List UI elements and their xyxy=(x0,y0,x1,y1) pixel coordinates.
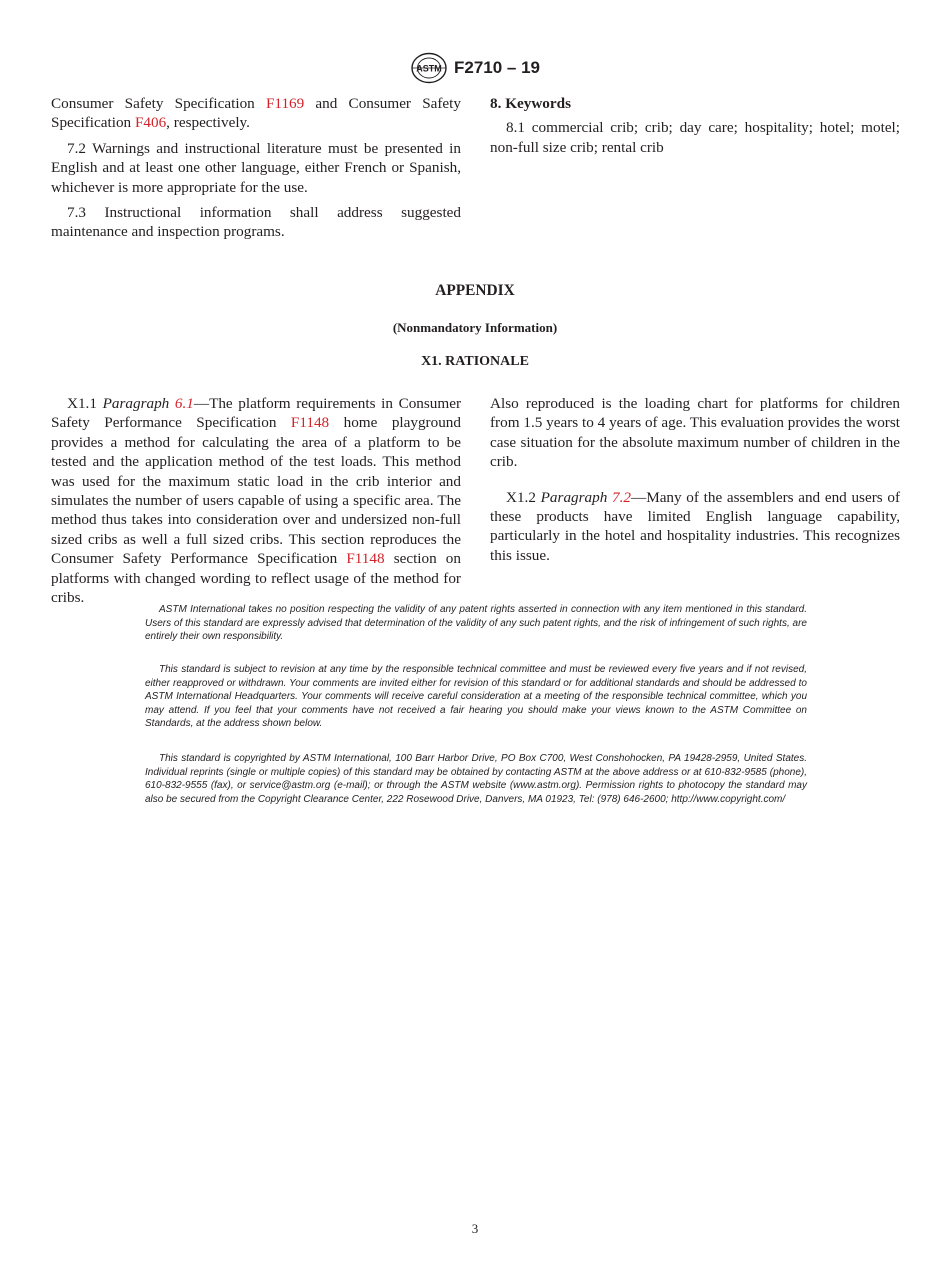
paragraph-7-3: 7.3 Instructional information shall address suggested maintenance and inspection programs. xyxy=(51,204,461,241)
paragraph-number: X1.2 xyxy=(506,488,541,506)
top-left-column xyxy=(51,94,461,242)
paragraph-x1-1-continued: Also reproduced is the loading chart for platforms for children from 1.5 years to 4 years of age. This evaluation provides the worst case situation for the absolute maximum number of children in the crib. xyxy=(490,395,900,471)
paragraph-x1-1 xyxy=(51,394,461,607)
bottom-left-column xyxy=(51,394,461,607)
paragraph-7-1-continued xyxy=(51,94,461,133)
link-paragraph-7-2[interactable]: 7.2 xyxy=(612,488,631,506)
top-right-column xyxy=(490,94,900,157)
link-f1148[interactable]: F1148 xyxy=(290,414,330,432)
copyright-notice-text: This standard is copyrighted by ASTM International, 100 Barr Harbor Drive, PO Box C700, West Conshohocken, PA 19428-2959, United States. Individual reprints (single or multiple copies) of this standard may be obtained by contacting ASTM at the above address or at 610-832-9585 (phone), 610-832-9555 (fax), or service@astm.org (e-mail); or through the ASTM website (www.astm.org). Permission rights to photocopy the standard may also be secured from the Copyright Clearance Center, 222 Rosewood Drive, Danvers, MA 01923, Tel: (978) 646-2600; http://www.copyright.com/ xyxy=(145,753,807,805)
astm-logo-icon xyxy=(410,52,448,84)
paragraph-label: Paragraph xyxy=(540,488,613,506)
link-f1148-second[interactable]: F1148 xyxy=(346,550,385,568)
rationale-heading: X1. RATIONALE xyxy=(421,354,529,369)
revision-notice xyxy=(145,663,807,731)
paragraph-x1-2 xyxy=(490,488,900,566)
revision-notice-text: This standard is subject to revision at any time by the responsible technical committee and must be reviewed every five years and if not revised, either reapproved or withdrawn. Your comments are invited either for revision of this standard or for additional standards and should be addressed to ASTM International Headquarters. Your comments will receive careful consideration at a meeting of the responsible technical committee, which you may attend. If you feel that your comments have not received a fair hearing you should make your views known to the ASTM Committee on Standards, at the address shown below. xyxy=(145,664,807,730)
bottom-right-column xyxy=(490,394,900,565)
link-f406[interactable]: F406 xyxy=(134,114,167,132)
text-fragment: Consumer Safety Specification xyxy=(51,95,266,112)
paragraph-8-1: 8.1 commercial crib; crib; day care; hospitality; hotel; motel; non-full size crib; rental crib xyxy=(490,119,900,156)
text-fragment: —The platform requirements in Consumer Safety Performance Specification xyxy=(51,395,462,432)
patent-notice xyxy=(145,603,807,644)
link-f1169[interactable]: F1169 xyxy=(265,95,305,112)
paragraph-7-2: 7.2 Warnings and instructional literature must be presented in English and at least one other language, either French or Spanish, whichever is more appropriate for the use. xyxy=(51,139,461,196)
text-fragment: —Many of the assemblers and end users of these products have limited English language capability, particularly in the hotel and hospitality industries. This recognizes this issue. xyxy=(490,488,901,564)
text-fragment: and Consumer Safety Specification xyxy=(51,95,461,132)
copyright-notice xyxy=(145,752,807,806)
appendix-title: APPENDIX xyxy=(435,282,515,299)
text-fragment: , respectively. xyxy=(166,114,250,132)
page-number: 3 xyxy=(471,1221,479,1236)
paragraph-number: X1.1 xyxy=(67,395,103,412)
page-header xyxy=(0,52,950,84)
patent-notice-text: ASTM International takes no position respecting the validity of any patent rights asserted in connection with any item mentioned in this standard. Users of this standard are expressly advised that determination of the validity of any such patent rights, and the risk of infringement of such rights, are entirely their own responsibility. xyxy=(145,604,807,643)
text-fragment: section on platforms with changed wording to reflect usage of the method for cribs. xyxy=(51,550,461,607)
paragraph-label: Paragraph xyxy=(102,395,175,412)
appendix-subtitle: (Nonmandatory Information) xyxy=(392,320,558,335)
section-heading-keywords: 8. Keywords xyxy=(490,95,571,112)
link-paragraph-6-1[interactable]: 6.1 xyxy=(174,395,194,412)
text-fragment: home playground provides a method for calculating the area of a platform to be tested and the application method of the test loads. This method was used for the maximum static load in the crib interior and simulates the number of users capable of using a specific area. The method thus takes into consideration over and undersized non-full sized cribs as well a full sized cribs. This section reproduces the Consumer Safety Performance Specification xyxy=(51,414,461,568)
logo-text: ASTM xyxy=(416,63,442,74)
document-designation: F2710 – 19 xyxy=(453,58,540,77)
